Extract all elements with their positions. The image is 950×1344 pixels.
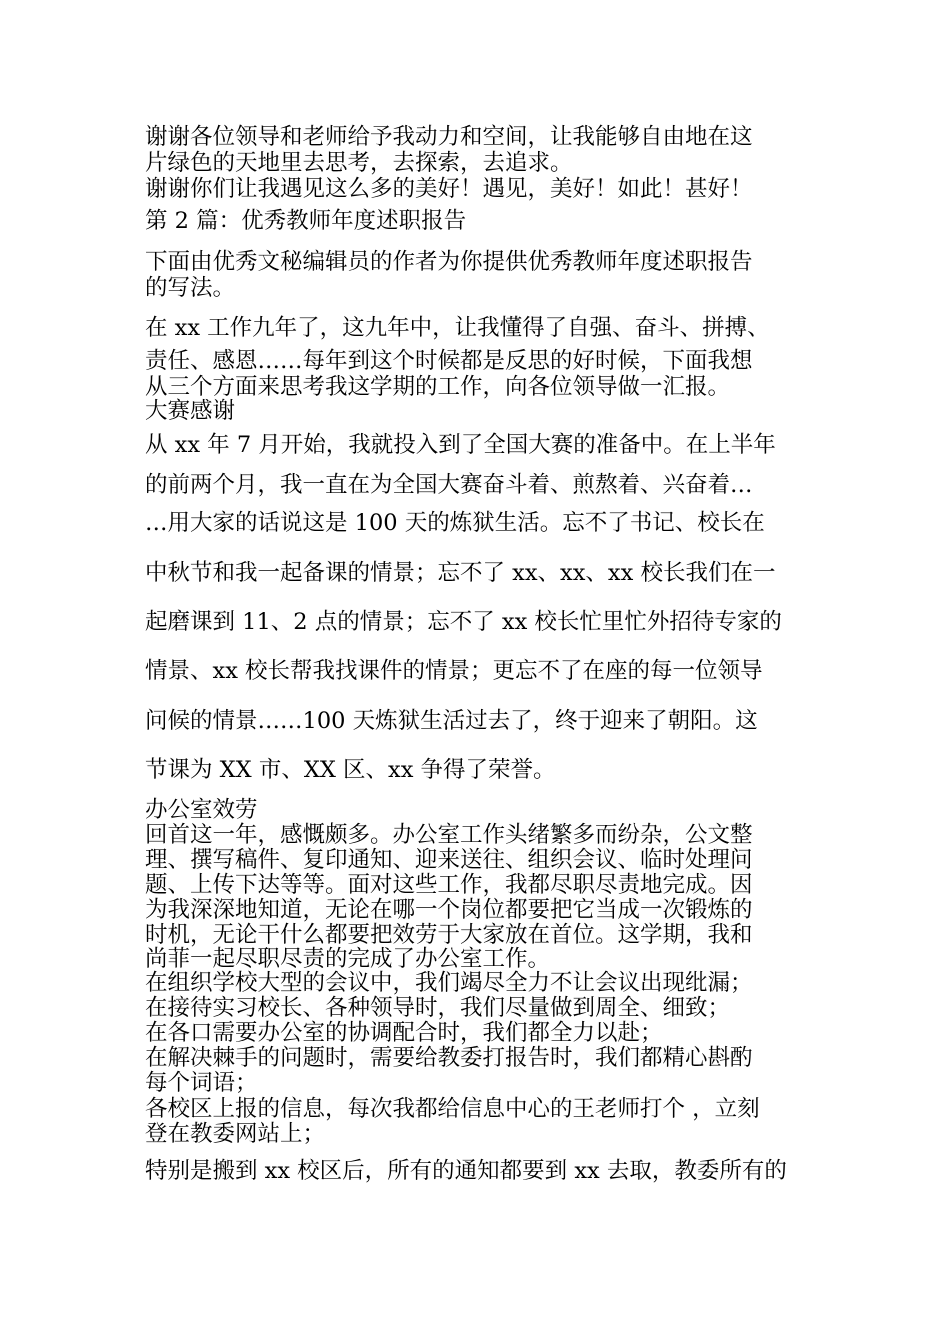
paragraph-line: 每个词语； [145, 1070, 258, 1096]
paragraph-line: 时机，无论干什么都要把效劳于大家放在首位。这学期，我和 [145, 922, 753, 948]
paragraph-line: 片绿色的天地里去思考，去探索，去追求。 [145, 150, 573, 176]
paragraph-line: 在接待实习校长、各种领导时，我们尽量做到周全、细致； [145, 995, 731, 1021]
paragraph-line: 在 xx 工作九年了，这九年中，让我懂得了自强、奋斗、拼搏、 [145, 315, 770, 341]
paragraph-line: 特别是搬到 xx 校区后，所有的通知都要到 xx 去取，教委所有的 [145, 1158, 787, 1184]
paragraph-line: …用大家的话说这是 100 天的炼狱生活。忘不了书记、校长在 [145, 510, 765, 536]
subsection-heading: 大赛感谢 [145, 398, 236, 424]
paragraph-line: 尚菲一起尽职尽责的完成了办公室工作。 [145, 946, 551, 972]
subsection-heading: 办公室效劳 [145, 797, 258, 823]
paragraph-line: 各校区上报的信息，每次我都给信息中心的王老师打个 ，立刻 [145, 1096, 760, 1122]
paragraph-line: 下面由优秀文秘编辑员的作者为你提供优秀教师年度述职报告 [145, 249, 753, 275]
paragraph-line: 的前两个月，我一直在为全国大赛奋斗着、煎熬着、兴奋着… [145, 472, 753, 498]
section-heading: 第 2 篇：优秀教师年度述职报告 [145, 208, 467, 234]
paragraph-line: 情景、xx 校长帮我找课件的情景；更忘不了在座的每一位领导 [145, 658, 763, 684]
paragraph-line: 中秋节和我一起备课的情景；忘不了 xx、xx、xx 校长我们在一 [145, 560, 776, 586]
paragraph-line: 的写法。 [145, 275, 236, 301]
paragraph-line: 问候的情景……100 天炼狱生活过去了，终于迎来了朝阳。这 [145, 708, 758, 734]
paragraph-line: 起磨课到 11、2 点的情景；忘不了 xx 校长忙里忙外招待专家的 [145, 609, 782, 635]
paragraph-line: 在组织学校大型的会议中，我们竭尽全力不让会议出现纰漏； [145, 970, 753, 996]
paragraph-line: 登在教委网站上； [145, 1121, 326, 1147]
paragraph-line: 回首这一年，感慨颇多。办公室工作头绪繁多而纷杂，公文整 [145, 822, 753, 848]
paragraph-line: 从 xx 年 7 月开始，我就投入到了全国大赛的准备中。在上半年 [145, 432, 776, 458]
paragraph-line: 在各口需要办公室的协调配合时，我们都全力以赴； [145, 1020, 663, 1046]
paragraph-line: 从三个方面来思考我这学期的工作，向各位领导做一汇报。 [145, 374, 731, 400]
paragraph-line: 责任、感恩……每年到这个时候都是反思的好时候，下面我想 [145, 348, 753, 374]
paragraph-line: 谢谢各位领导和老师给予我动力和空间，让我能够自由地在这 [145, 124, 753, 150]
paragraph-line: 题、上传下达等等。面对这些工作，我都尽职尽责地完成。因 [145, 872, 753, 898]
paragraph-line: 在解决棘手的问题时，需要给教委打报告时，我们都精心斟酌 [145, 1045, 753, 1071]
paragraph-line: 为我深深地知道，无论在哪一个岗位都要把它当成一次锻炼的 [145, 897, 753, 923]
paragraph-line: 谢谢你们让我遇见这么多的美好！遇见，美好！如此！甚好！ [145, 176, 753, 202]
paragraph-line: 节课为 XX 市、XX 区、xx 争得了荣誉。 [145, 757, 556, 783]
paragraph-line: 理、撰写稿件、复印通知、迎来送往、组织会议、临时处理问 [145, 847, 753, 873]
